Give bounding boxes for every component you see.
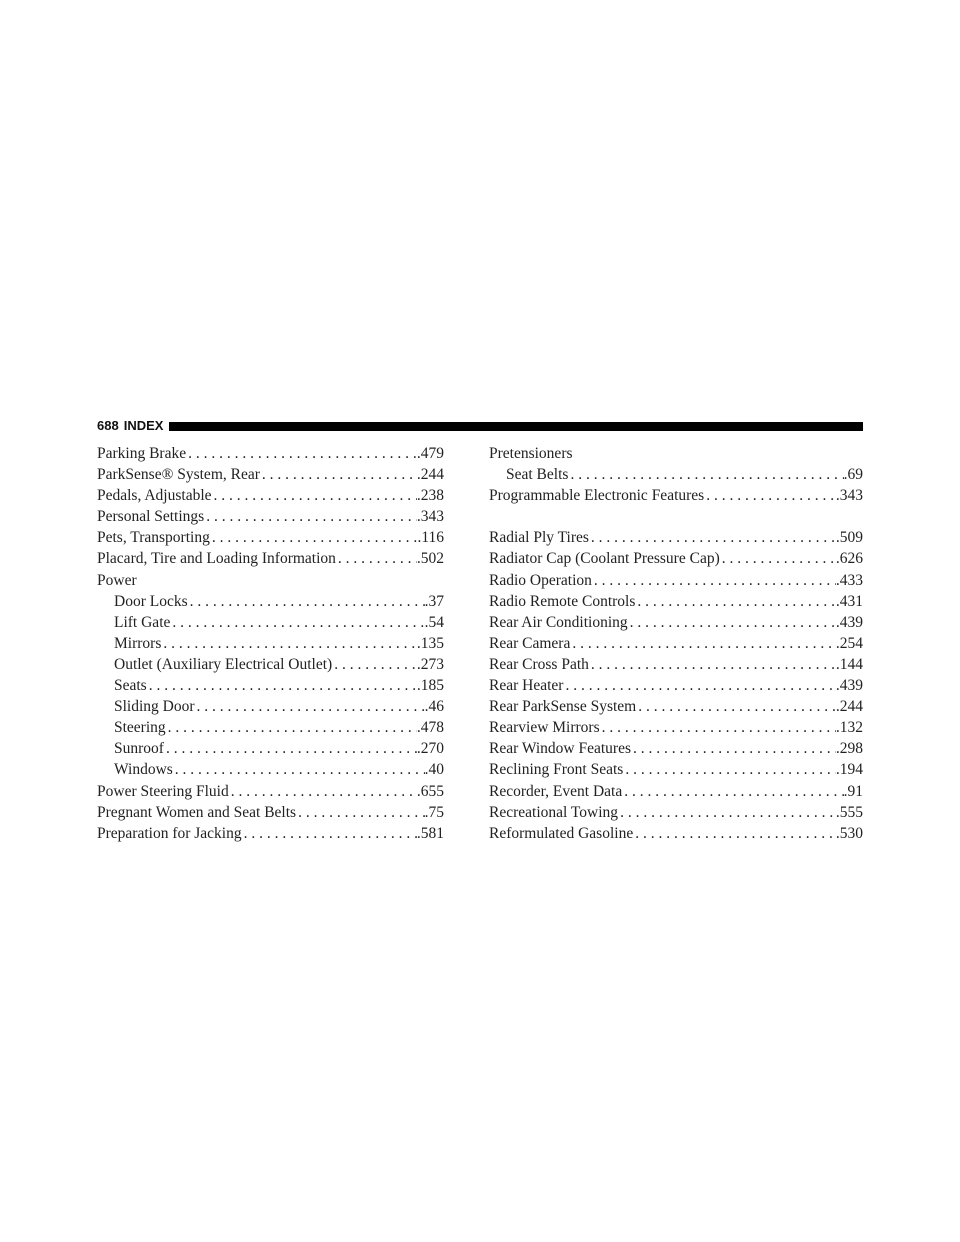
entry-label: Recorder, Event Data — [489, 782, 623, 800]
entry-page: .439 — [835, 677, 863, 695]
index-entry — [489, 717, 863, 738]
entry-label: Pets, Transporting — [97, 529, 210, 547]
entry-page: .54 — [424, 613, 444, 631]
entry-label: Seats — [114, 677, 147, 695]
entry-page: .40 — [424, 761, 444, 779]
index-subentry — [97, 591, 444, 612]
entry-label: Rearview Mirrors — [489, 719, 600, 737]
index-entry — [489, 823, 863, 844]
entry-label: Mirrors — [114, 634, 162, 652]
entry-page: .75 — [424, 803, 444, 821]
entry-page: .479 — [416, 445, 444, 462]
dot-leader — [166, 717, 417, 738]
dot-leader — [242, 823, 417, 844]
index-entry — [97, 506, 444, 527]
index-entry — [97, 781, 444, 802]
entry-label: Radiator Cap (Coolant Pressure Cap) — [489, 550, 720, 568]
entry-label: Recreational Towing — [489, 803, 619, 821]
dot-leader — [636, 696, 836, 717]
entry-label: Preparation for Jacking — [97, 824, 242, 842]
entry-page: .581 — [416, 824, 444, 842]
dot-leader — [147, 675, 417, 696]
entry-label: ParkSense® System, Rear — [97, 466, 260, 484]
entry-label: Rear ParkSense System — [489, 698, 637, 716]
dot-leader — [720, 548, 836, 569]
index-subentry — [97, 717, 444, 738]
entry-label: Radio Operation — [489, 571, 592, 589]
entry-page: .185 — [416, 677, 444, 695]
entry-page: .91 — [843, 782, 863, 800]
entry-label: Programmable Electronic Features — [489, 487, 705, 505]
letter-group-gap — [489, 506, 863, 527]
dot-leader — [161, 633, 417, 654]
entry-page: .144 — [835, 655, 863, 673]
index-entry — [489, 570, 863, 591]
entry-label: Rear Heater — [489, 677, 564, 695]
entry-page: .530 — [835, 824, 863, 842]
entry-page: .343 — [835, 487, 863, 505]
index-subentry — [97, 633, 444, 654]
index-entry — [489, 548, 863, 569]
entry-label: Door Locks — [114, 592, 188, 610]
dot-leader — [229, 781, 417, 802]
dot-leader — [704, 485, 836, 506]
entry-label: Rear Camera — [489, 634, 571, 652]
index-subentry — [97, 654, 444, 675]
dot-leader — [260, 464, 417, 485]
page-number: 688 — [97, 418, 119, 433]
dot-leader — [623, 759, 836, 780]
entry-page: .116 — [417, 529, 444, 547]
index-entry — [97, 527, 444, 548]
dot-leader — [600, 717, 836, 738]
entry-page: .238 — [416, 487, 444, 505]
index-entry — [489, 759, 863, 780]
entry-label: Reformulated Gasoline — [489, 824, 634, 842]
index-entry — [489, 485, 863, 506]
entry-page: .509 — [835, 529, 863, 547]
entry-label: Radial Ply Tires — [489, 529, 589, 547]
index-subentry — [97, 675, 444, 696]
entry-page: .244 — [835, 698, 863, 716]
dot-leader — [618, 802, 836, 823]
entry-label: Personal Settings — [97, 508, 205, 526]
dot-leader — [336, 548, 417, 569]
dot-leader — [170, 612, 424, 633]
entry-label: Reclining Front Seats — [489, 761, 624, 779]
index-subentry — [97, 696, 444, 717]
index-column-left — [97, 443, 444, 844]
entry-page: .626 — [835, 550, 863, 568]
dot-leader — [296, 802, 425, 823]
index-entry — [489, 654, 863, 675]
dot-leader — [592, 570, 836, 591]
dot-leader — [186, 443, 417, 464]
entry-label: Lift Gate — [114, 613, 171, 631]
dot-leader — [633, 823, 836, 844]
entry-label: Parking Brake — [97, 445, 187, 462]
index-subentry — [97, 738, 444, 759]
index-entry — [97, 464, 444, 485]
dot-leader — [212, 485, 417, 506]
dot-leader — [173, 759, 425, 780]
dot-leader — [188, 591, 425, 612]
entry-page: .244 — [416, 466, 444, 484]
index-heading: Pretensioners — [489, 445, 573, 462]
index-entry — [97, 443, 444, 464]
dot-leader — [589, 654, 836, 675]
index-entry — [97, 823, 444, 844]
entry-label: Radio Remote Controls — [489, 592, 636, 610]
dot-leader — [204, 506, 417, 527]
index-subentry — [97, 759, 444, 780]
index-subentry — [97, 612, 444, 633]
entry-page: .655 — [416, 782, 444, 800]
index-entry — [489, 675, 863, 696]
entry-page: .270 — [416, 740, 444, 758]
entry-page: .433 — [835, 571, 863, 589]
index-entry — [489, 696, 863, 717]
page-header — [97, 418, 863, 434]
index-entry — [489, 633, 863, 654]
entry-label: Power Steering Fluid — [97, 782, 229, 800]
entry-page: .46 — [424, 698, 444, 716]
dot-leader — [622, 781, 843, 802]
dot-leader — [563, 675, 835, 696]
dot-leader — [628, 612, 836, 633]
dot-leader — [589, 527, 836, 548]
entry-label: Sunroof — [114, 740, 164, 758]
entry-label: Sliding Door — [114, 698, 195, 716]
entry-page: .431 — [835, 592, 863, 610]
entry-page: .555 — [835, 803, 863, 821]
entry-label: Placard, Tire and Loading Information — [97, 550, 336, 568]
index-entry — [489, 527, 863, 548]
entry-label: Seat Belts — [506, 466, 569, 484]
index-subentry — [489, 464, 863, 485]
entry-page: .254 — [835, 634, 863, 652]
entry-page: .502 — [416, 550, 444, 568]
entry-page: .135 — [416, 634, 444, 652]
dot-leader — [195, 696, 425, 717]
dot-leader — [568, 464, 843, 485]
index-entry — [97, 802, 444, 823]
entry-page: .298 — [835, 740, 863, 758]
entry-page: .343 — [416, 508, 444, 526]
entry-label: Rear Air Conditioning — [489, 613, 628, 631]
entry-page: .273 — [416, 655, 444, 673]
index-entry — [489, 738, 863, 759]
entry-label: Outlet (Auxiliary Electrical Outlet) — [114, 655, 333, 673]
index-entry — [489, 781, 863, 802]
index-entry — [489, 612, 863, 633]
entry-label: Windows — [114, 761, 173, 779]
index-entry — [489, 802, 863, 823]
dot-leader — [635, 591, 835, 612]
dot-leader — [570, 633, 836, 654]
entry-label: Rear Window Features — [489, 740, 631, 758]
entry-page: .439 — [835, 613, 863, 631]
header-rule — [169, 422, 863, 431]
dot-leader — [210, 527, 418, 548]
dot-leader — [164, 738, 417, 759]
dot-leader — [332, 654, 417, 675]
entry-label: Steering — [114, 719, 166, 737]
dot-leader — [631, 738, 836, 759]
index-entry — [97, 548, 444, 569]
entry-label: Pregnant Women and Seat Belts — [97, 803, 297, 821]
index-entry — [489, 591, 863, 612]
index-heading: Power — [97, 571, 137, 589]
entry-page: .69 — [843, 466, 863, 484]
section-title: INDEX — [123, 418, 164, 433]
entry-page: .37 — [424, 592, 444, 610]
entry-page: .478 — [416, 719, 444, 737]
index-entry — [97, 485, 444, 506]
entry-label: Pedals, Adjustable — [97, 487, 212, 505]
entry-page: .132 — [835, 719, 863, 737]
index-column-right — [489, 443, 863, 844]
entry-page: .194 — [835, 761, 863, 779]
entry-label: Rear Cross Path — [489, 655, 589, 673]
